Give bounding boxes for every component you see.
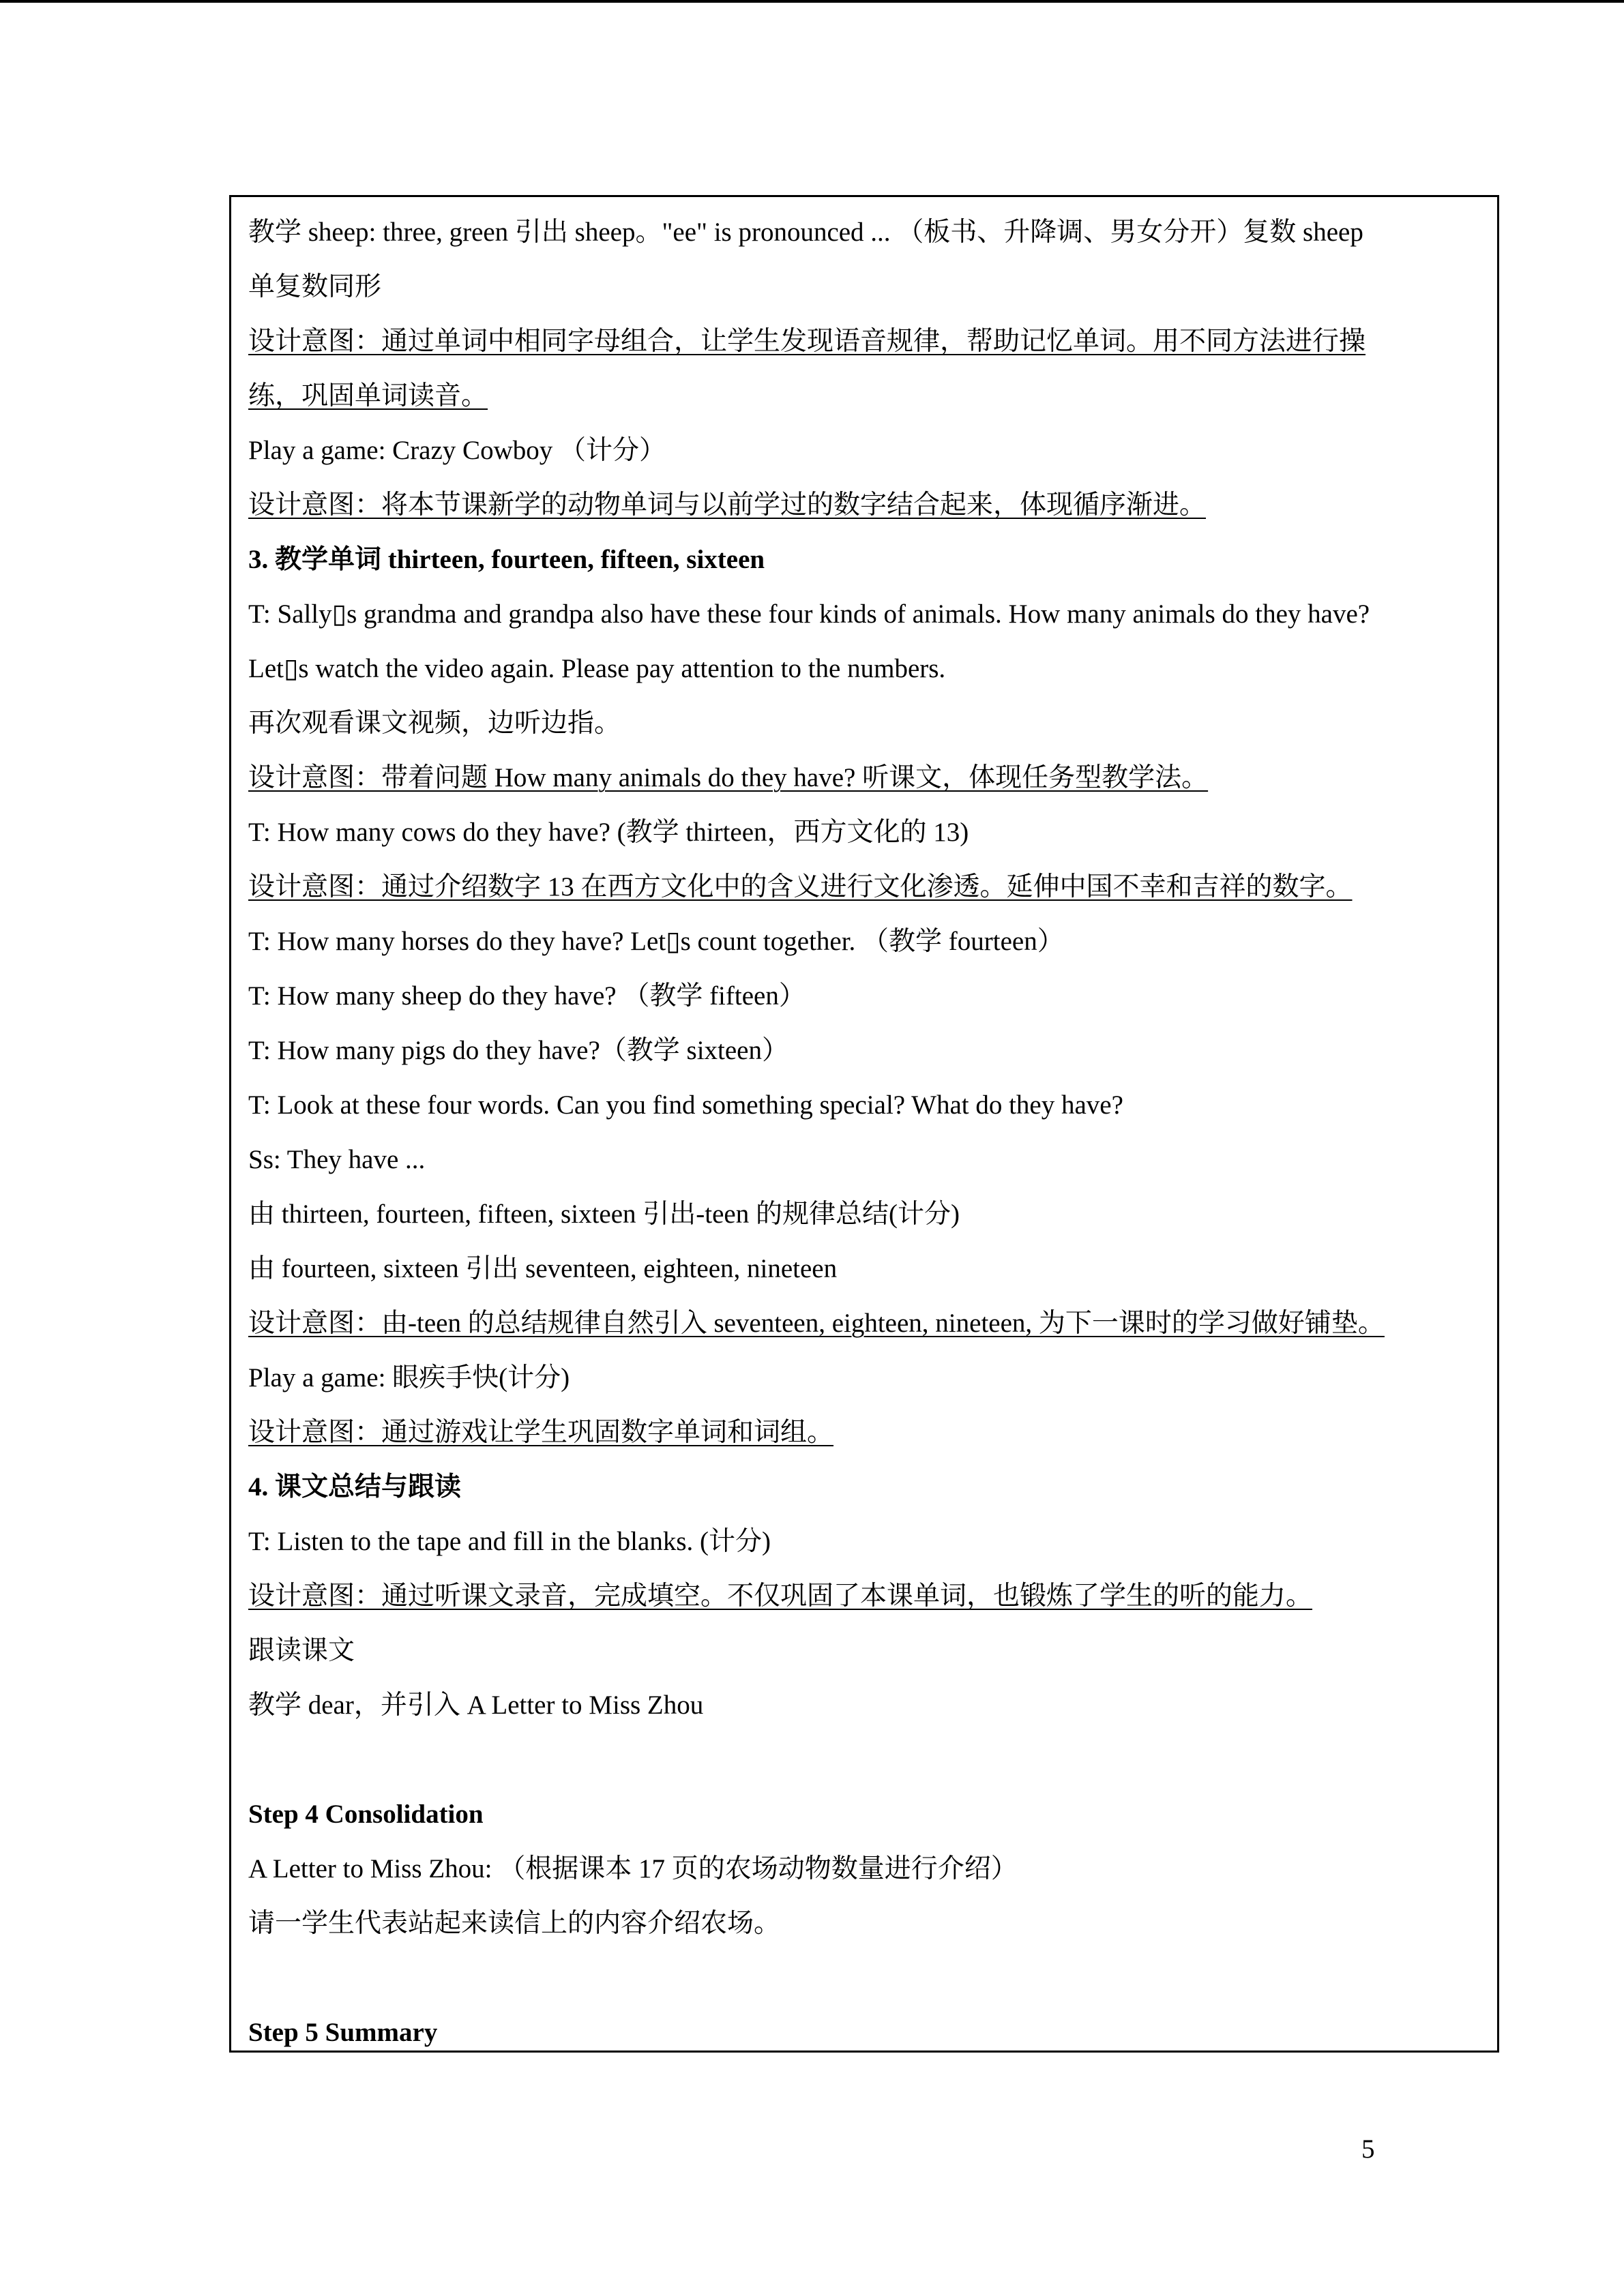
text-line: T: How many pigs do they have?（教学 sixteen） (248, 1036, 788, 1065)
design-intent-line: 设计意图：通过听课文录音，完成填空。不仅巩固了本课单词，也锻炼了学生的听的能力。 (248, 1581, 1313, 1611)
top-border-line (0, 0, 1624, 3)
text-line: T: How many horses do they have? Let▯s count together. （教学 fourteen） (248, 927, 1064, 956)
lesson-plan-table-cell (229, 195, 1499, 2053)
lesson-plan-content (248, 205, 1490, 2060)
section-heading: Step 4 Consolidation (248, 1800, 484, 1829)
text-line: 请一学生代表站起来读信上的内容介绍农场。 (248, 1909, 781, 1938)
text-line: Play a game: Crazy Cowboy （计分） (248, 436, 666, 465)
text-line: 由 thirteen, fourteen, fifteen, sixteen 引出-teen 的规律总结(计分) (248, 1199, 960, 1229)
design-intent-line: 练，巩固单词读音。 (248, 381, 488, 411)
text-line: T: Sally▯s grandma and grandpa also have these four kinds of animals. How many animals do they have? (248, 599, 1370, 629)
design-intent-line: 设计意图：通过介绍数字 13 在西方文化中的含义进行文化渗透。延伸中国不幸和吉祥的数字。 (248, 872, 1353, 901)
text-line: T: Listen to the tape and fill in the blanks. (计分) (248, 1527, 771, 1556)
text-line: 教学 sheep: three, green 引出 sheep。"ee" is pronounced ... （板书、升降调、男女分开）复数 sheep (248, 218, 1363, 247)
text-line: 由 fourteen, sixteen 引出 seventeen, eighteen, nineteen (248, 1254, 838, 1283)
text-line: 跟读课文 (248, 1636, 355, 1665)
text-line: 单复数同形 (248, 272, 382, 301)
text-line: T: How many sheep do they have? （教学 fifteen） (248, 981, 806, 1011)
design-intent-line: 设计意图：将本节课新学的动物单词与以前学过的数字结合起来，体现循序渐进。 (248, 490, 1207, 520)
text-line: T: How many cows do they have? (教学 thirteen，西方文化的 13) (248, 818, 969, 847)
section-heading: 3. 教学单词 thirteen, fourteen, fifteen, sixteen (248, 545, 765, 574)
design-intent-line: 设计意图：通过单词中相同字母组合，让学生发现语音规律，帮助记忆单词。用不同方法进行操 (248, 327, 1366, 356)
design-intent-line: 设计意图：由-teen 的总结规律自然引入 seventeen, eighteen, nineteen, 为下一课时的学习做好铺垫。 (248, 1309, 1385, 1338)
design-intent-line: 设计意图：通过游戏让学生巩固数字单词和词组。 (248, 1418, 834, 1447)
page-number: 5 (1361, 2134, 1375, 2164)
text-line: Ss: They have ... (248, 1145, 426, 1174)
blank-line (248, 1951, 1490, 2006)
text-line: Play a game: 眼疾手快(计分) (248, 1363, 570, 1392)
text-line: 教学 dear，并引入 A Letter to Miss Zhou (248, 1690, 704, 1720)
text-line: A Letter to Miss Zhou: （根据课本 17 页的农场动物数量进行介绍） (248, 1854, 1018, 1883)
text-line: T: Look at these four words. Can you find something special? What do they have? (248, 1090, 1123, 1120)
text-line: Let▯s watch the video again. Please pay attention to the numbers. (248, 654, 946, 683)
section-heading: Step 5 Summary (248, 2018, 438, 2047)
blank-line (248, 1733, 1490, 1787)
design-intent-line: 设计意图：带着问题 How many animals do they have? 听课文，体现任务型教学法。 (248, 763, 1209, 792)
section-heading: 4. 课文总结与跟读 (248, 1472, 462, 1502)
text-line: 再次观看课文视频，边听边指。 (248, 709, 621, 738)
